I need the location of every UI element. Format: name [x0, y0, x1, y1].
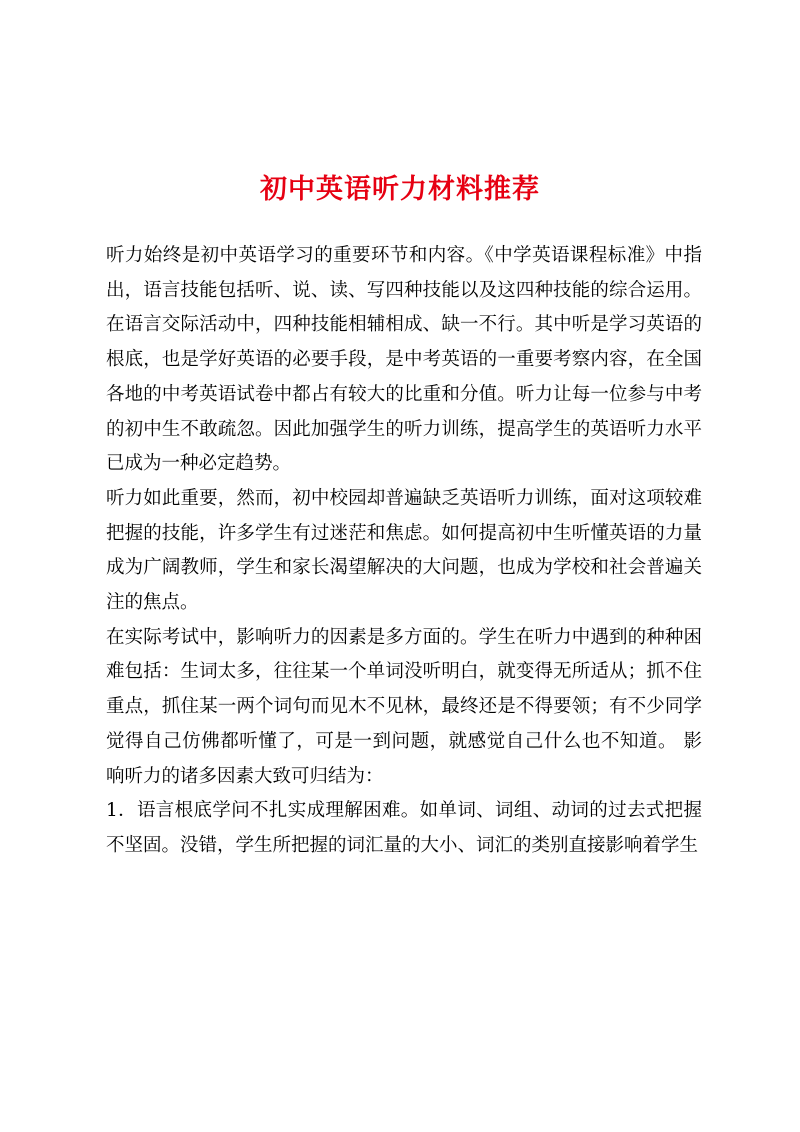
paragraph-exam-difficulties: 在实际考试中，影响听力的因素是多方面的。学生在听力中遇到的种种困难包括：生词太多，往往某一个单词没听明白，就变得无所适从；抓不住重点，抓住某一两个词句而见木不见林，最终还是不得要领；有不少同学觉得自己仿佛都听懂了，可是一到问题，就感觉自己什么也不知道。 影响听力的诸多因素大致可归结为： — [106, 626, 702, 787]
paragraph-listening-importance: 听力始终是初中英语学习的重要环节和内容。《中学英语课程标准》中指出，语言技能包括听、说、读、写四种技能以及这四种技能的综合运用。在语言交际活动中，四种技能相辅相成、缺一不行。其中听是学习英语的根底，也是学好英语的必要手段，是中考英语的一重要考察内容，在全国各地的中考英语试卷中都占有较大的比重和分值。听力让每一位参与中考的初中生不敢疏忽。因此加强学生的听力训练，提高学生的英语听力水平已成为一种必定趋势。 — [106, 245, 702, 475]
document-title: 初中英语听力材料推荐 — [260, 174, 540, 205]
paragraph-factor-1: 1．语言根底学问不扎实成理解困难。如单词、词组、动词的过去式把握不坚固。没错，学生所把握的词汇量的大小、词汇的类别直接影响着学生 — [106, 800, 702, 856]
paragraph-lack-of-training: 听力如此重要，然而，初中校园却普遍缺乏英语听力训练，面对这项较难把握的技能，许多学生有过迷茫和焦虑。如何提高初中生听懂英语的力量成为广阔教师，学生和家长渴望解决的大问题，也成为学校和社会普遍关注的焦点。 — [106, 487, 702, 614]
document-body — [106, 239, 702, 864]
